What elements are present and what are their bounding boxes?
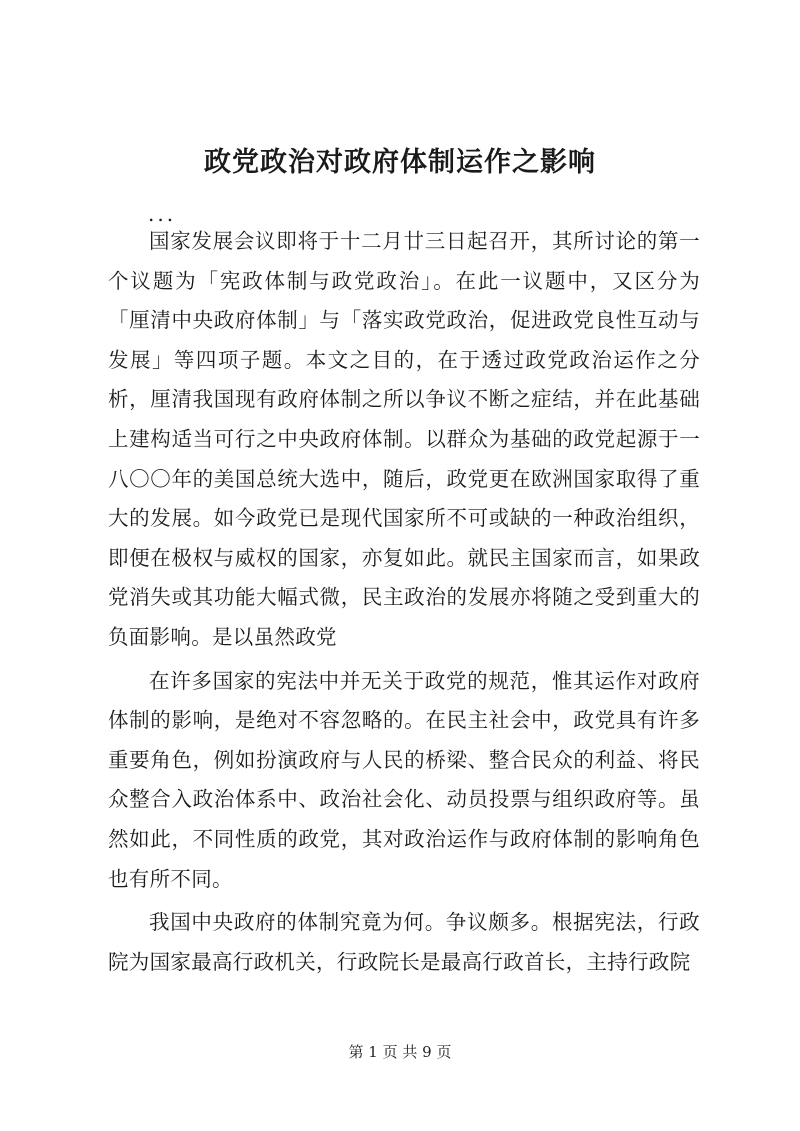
paragraph: 在许多国家的宪法中并无关于政党的规范，惟其运作对政府体制的影响，是绝对不容忽略的。在民主社会中，政党具有许多重要角色，例如扮演政府与人民的桥梁、整合民众的利益、将民众整合入政治体系中、政治社会化、动员投票与组织政府等。虽然如此，不同性质的政党，其对政治运作与政府体制的影响角色也有所不同。 — [108, 668, 700, 891]
document-body — [108, 222, 700, 986]
page-number-footer: 第 1 页 共 9 页 — [348, 1043, 452, 1061]
document-title: 政党政治对政府体制运作之影响 — [204, 147, 596, 178]
paragraph: 国家发展会议即将于十二月廿三日起召开，其所讨论的第一个议题为「宪政体制与政党政治」。在此一议题中，又区分为「厘清中央政府体制」与「落实政党政治，促进政党良性互动与发展」等四项子题。本文之目的，在于透过政党政治运作之分析，厘清我国现有政府体制之所以争议不断之症结，并在此基础上建构适当可行之中央政府体制。以群众为基础的政党起源于一八〇〇年的美国总统大选中，随后，政党更在欧洲国家取得了重大的发展。如今政党已是现代国家所不可或缺的一种政治组织，即便在极权与威权的国家，亦复如此。就民主国家而言，如果政党消失或其功能大幅式微，民主政治的发展亦将随之受到重大的负面影响。是以虽然政党 — [108, 229, 700, 649]
paragraph: 我国中央政府的体制究竟为何。争议颇多。根据宪法，行政院为国家最高行政机关，行政院长是最高行政首长，主持行政院 — [108, 910, 700, 974]
ellipsis-marker: ... — [148, 202, 177, 226]
